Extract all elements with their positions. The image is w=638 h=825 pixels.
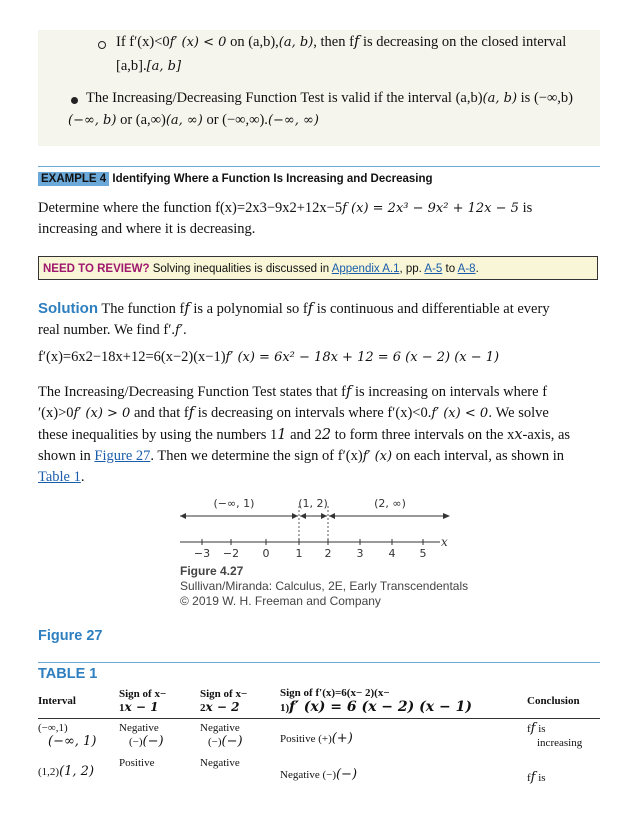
solution-para-2-line-2: ′(x)>0f′ (x) > 0 and that ff is decreasing on intervals where f′(x)<0.f′ (x) < 0. We solve — [38, 405, 549, 421]
sub-bullet-marker — [98, 41, 106, 49]
solution-para-2-line-3: these inequalities by using the numbers 11 and 22 to form three intervals on the xx-axis, as — [38, 427, 571, 443]
row2-conclusion: ff is — [527, 770, 546, 785]
solution-label: Solution — [38, 300, 98, 317]
row2-sign-x-1: Positive — [119, 757, 155, 769]
need-to-review-label: NEED TO REVIEW? — [43, 263, 150, 275]
bullet-line-2: (−∞, b) or (a,∞)(a, ∞) or (−∞,∞).(−∞, ∞) — [68, 112, 319, 128]
figure-27-link[interactable]: Figure 27 — [94, 448, 151, 464]
figure-caption-title: Figure 4.27 — [180, 564, 244, 578]
tick-label: 1 — [295, 547, 303, 560]
row2-sign-derivative: Negative (−)(−) — [280, 767, 358, 782]
table-title: TABLE 1 — [38, 666, 98, 682]
appendix-link[interactable]: Appendix A.1 — [331, 263, 400, 275]
example-badge: EXAMPLE 4 — [38, 172, 109, 186]
table-1-link[interactable]: Table 1 — [38, 469, 81, 485]
tick-label: 0 — [262, 547, 270, 560]
row1-sign-x-1: Negative (−)(−) — [119, 722, 164, 749]
figure-caption-copyright: © 2019 W. H. Freeman and Company — [180, 594, 381, 608]
sub-bullet-line-1: If f′(x)<0f′ (x) < 0 on (a,b),(a, b), then ff is decreasing on the closed interval — [116, 34, 567, 50]
tick-label: −2 — [222, 547, 240, 560]
interval-label-1: (−∞, 1) — [213, 497, 255, 510]
example-text-2: increasing and where it is decreasing. — [38, 221, 256, 237]
table-header-conclusion: Conclusion — [527, 695, 580, 707]
interval-label-2: (1, 2) — [298, 497, 328, 510]
figure-caption — [180, 564, 468, 609]
tick-label: 5 — [419, 547, 427, 560]
table-header-interval: Interval — [38, 695, 76, 707]
solution-para-1b: real number. We find f′.f′. — [38, 322, 187, 338]
tick-label: −3 — [193, 547, 211, 560]
solution-para-2-line-1: The Increasing/Decreasing Function Test states that ff is increasing on intervals where f — [38, 384, 548, 400]
example-text-1: Determine where the function f(x)=2x3−9x2+12x−5f (x) = 2x³ − 9x² + 12x − 5 is — [38, 200, 533, 216]
solution-para-1: Solution The function ff is a polynomial so ff is continuous and differentiable at every — [38, 300, 550, 317]
row2-interval: (1,2)(1, 2) — [38, 764, 95, 779]
row1-interval: (−∞,1) (−∞, 1) — [38, 722, 97, 749]
row2-sign-x-2: Negative — [200, 757, 240, 769]
bullet-marker — [71, 97, 78, 104]
interval-label-3: (2, ∞) — [374, 497, 406, 510]
table-header-rule — [38, 718, 600, 719]
tick-label: 3 — [356, 547, 364, 560]
axis-variable: x — [441, 535, 448, 549]
tick-label: 2 — [324, 547, 332, 560]
sub-bullet-line-2: [a,b].[a, b] — [116, 58, 182, 74]
table-header-sign-derivative: Sign of f′(x)=6(x− 2)(x− 1)f′ (x) = 6 (x − 2) (x − 1) — [280, 687, 472, 715]
derivative-equation: f′(x)=6x2−18x+12=6(x−2)(x−1)f′ (x) = 6x² − 18x + 12 = 6 (x − 2) (x − 1) — [38, 349, 500, 365]
solution-para-2-line-5: Table 1. — [38, 469, 85, 485]
figure-label: Figure 27 — [38, 628, 103, 644]
row1-conclusion: ff is increasing — [527, 721, 583, 749]
bullet-line-1: The Increasing/Decreasing Function Test is valid if the interval (a,b)(a, b) is (−∞,b) — [86, 90, 573, 106]
table-header-sign-x-1: Sign of x− 1x − 1 — [119, 688, 167, 714]
row1-sign-derivative: Positive (+)(+) — [280, 731, 353, 746]
example-title: Identifying Where a Function Is Increasing and Decreasing — [112, 173, 433, 185]
number-line-figure — [170, 494, 460, 564]
need-to-review-box: NEED TO REVIEW? Solving inequalities is discussed in Appendix A.1, pp. A-5 to A-8. — [38, 256, 598, 280]
solution-para-2-line-4: shown in Figure 27. Then we determine the sign of f′(x)f′ (x) on each interval, as shown in — [38, 448, 565, 464]
page-a8-link[interactable]: A-8 — [457, 263, 476, 275]
example-rule — [38, 166, 600, 167]
figure-caption-book: Sullivan/Miranda: Calculus, 2E, Early Transcendentals — [180, 579, 469, 593]
row1-sign-x-2: Negative (−)(−) — [200, 722, 243, 749]
example-header — [38, 173, 433, 185]
table-top-rule — [38, 662, 600, 663]
page-a5-link[interactable]: A-5 — [424, 263, 443, 275]
tick-label: 4 — [388, 547, 396, 560]
table-header-sign-x-2: Sign of x− 2x − 2 — [200, 688, 248, 714]
